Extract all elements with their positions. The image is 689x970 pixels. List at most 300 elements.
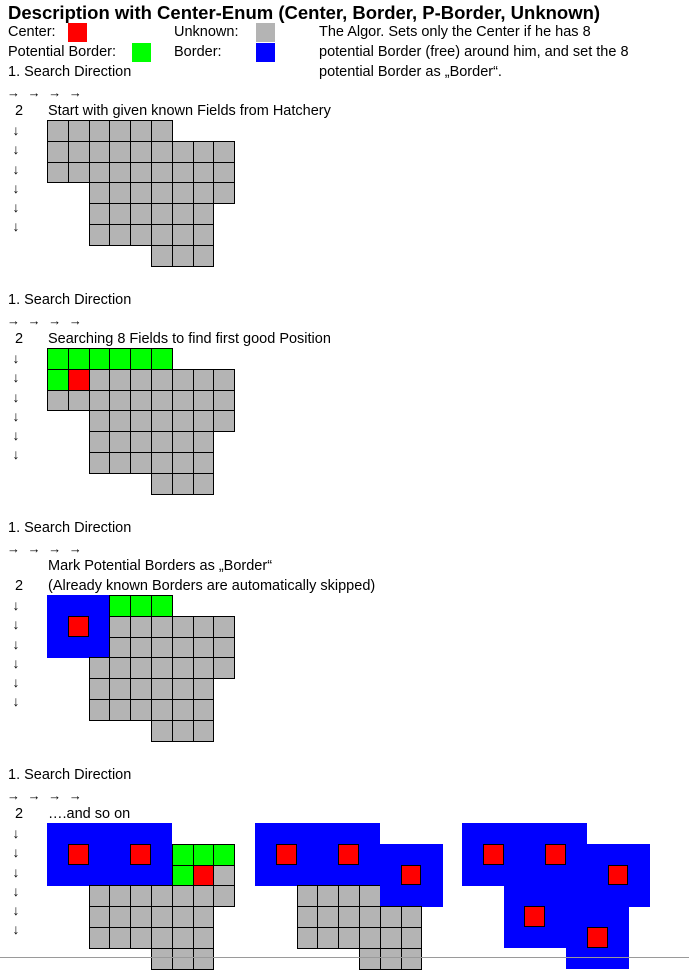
- unknown-cell: [130, 224, 152, 246]
- down-arrow-icon: ↓: [12, 674, 20, 691]
- center-marker: [338, 844, 359, 865]
- unknown-cell: [193, 369, 215, 391]
- step-caption: Searching 8 Fields to find first good Position: [48, 331, 331, 347]
- unknown-cell: [109, 927, 131, 949]
- unknown-cell: [109, 431, 131, 453]
- unknown-cell: [213, 390, 235, 412]
- unknown-cell: [89, 431, 111, 453]
- unknown-cell: [109, 182, 131, 204]
- border-cell: [504, 906, 525, 927]
- unknown-cell: [89, 885, 111, 907]
- potential-border-cell: [172, 844, 194, 866]
- unknown-cell: [193, 390, 215, 412]
- unknown-cell: [172, 906, 194, 928]
- unknown-cell: [68, 141, 90, 163]
- unknown-cell: [130, 657, 152, 679]
- potential-border-cell: [109, 595, 131, 617]
- border-cell: [359, 844, 380, 865]
- unknown-cell: [130, 637, 152, 659]
- down-arrow-icon: ↓: [12, 199, 20, 216]
- down-arrows: [10, 824, 22, 940]
- border-cell: [566, 948, 587, 969]
- unknown-cell: [172, 637, 194, 659]
- unknown-cell: [89, 906, 111, 928]
- border-cell: [608, 927, 629, 948]
- unknown-cell: [172, 473, 194, 495]
- unknown-cell: [213, 162, 235, 184]
- unknown-cell: [89, 182, 111, 204]
- unknown-cell: [338, 927, 360, 949]
- unknown-cell: [47, 390, 69, 412]
- border-cell: [524, 927, 545, 948]
- border-cell: [545, 927, 566, 948]
- unknown-cell: [151, 699, 173, 721]
- unknown-cell: [89, 410, 111, 432]
- unknown-cell: [213, 369, 235, 391]
- unknown-cell: [151, 473, 173, 495]
- unknown-cell: [193, 203, 215, 225]
- border-cell: [47, 865, 68, 886]
- potential-border-cell: [130, 348, 152, 370]
- potential-border-cell: [89, 348, 111, 370]
- unknown-cell: [151, 885, 173, 907]
- potential-border-cell: [47, 369, 69, 391]
- unknown-cell: [109, 369, 131, 391]
- unknown-cell: [172, 369, 194, 391]
- border-cell: [524, 844, 545, 865]
- down-arrow-icon: ↓: [12, 407, 20, 424]
- border-cell: [462, 844, 483, 865]
- step-caption: Start with given known Fields from Hatchery: [48, 103, 331, 119]
- unknown-cell: [151, 452, 173, 474]
- down-arrow-icon: ↓: [12, 179, 20, 196]
- unknown-cell: [193, 699, 215, 721]
- legend-note-line-2: potential Border (free) around him, and set the 8: [319, 44, 629, 60]
- border-cell: [359, 865, 380, 886]
- unknown-cell: [89, 203, 111, 225]
- border-cell: [545, 906, 566, 927]
- border-cell: [338, 823, 359, 844]
- border-cell: [276, 823, 297, 844]
- border-cell: [566, 844, 587, 865]
- border-cell: [130, 865, 151, 886]
- center-marker: [587, 927, 608, 948]
- border-cell: [255, 865, 276, 886]
- unknown-cell: [130, 927, 152, 949]
- unknown-cell: [130, 141, 152, 163]
- unknown-cell: [89, 678, 111, 700]
- border-cell: [109, 865, 130, 886]
- border-cell: [255, 844, 276, 865]
- border-cell: [545, 865, 566, 886]
- unknown-cell: [109, 699, 131, 721]
- border-cell: [608, 906, 629, 927]
- right-arrows: → → → →: [7, 788, 84, 803]
- unknown-cell: [109, 885, 131, 907]
- border-cell: [89, 823, 110, 844]
- border-cell: [462, 823, 483, 844]
- unknown-cell: [213, 182, 235, 204]
- down-arrow-icon: ↓: [12, 160, 20, 177]
- down-arrow-icon: ↓: [12, 902, 20, 919]
- border-cell: [462, 865, 483, 886]
- border-cell: [401, 844, 422, 865]
- border-cell: [89, 865, 110, 886]
- unknown-cell: [151, 182, 173, 204]
- border-cell: [545, 885, 566, 906]
- border-cell: [109, 844, 130, 865]
- legend-border-label: Border:: [174, 44, 222, 60]
- border-cell: [587, 885, 608, 906]
- border-cell: [317, 865, 338, 886]
- unknown-cell: [213, 141, 235, 163]
- unknown-cell: [172, 203, 194, 225]
- down-arrows: [10, 349, 22, 465]
- down-arrow-icon: ↓: [12, 825, 20, 841]
- down-arrow-icon: ↓: [12, 863, 20, 880]
- border-cell: [359, 823, 380, 844]
- potential-border-cell: [47, 348, 69, 370]
- unknown-cell: [193, 431, 215, 453]
- search-direction-label: 1. Search Direction: [8, 520, 132, 536]
- unknown-cell: [193, 141, 215, 163]
- down-arrow-icon: ↓: [12, 597, 20, 613]
- border-cell: [380, 885, 401, 906]
- unknown-cell: [172, 452, 194, 474]
- border-cell: [566, 823, 587, 844]
- center-marker: [68, 616, 89, 637]
- border-cell: [566, 927, 587, 948]
- unknown-swatch: [256, 23, 275, 42]
- unknown-cell: [109, 678, 131, 700]
- unknown-cell: [172, 141, 194, 163]
- border-cell: [504, 865, 525, 886]
- border-cell: [109, 823, 130, 844]
- unknown-cell: [317, 927, 339, 949]
- border-swatch: [256, 43, 275, 62]
- unknown-cell: [151, 720, 173, 742]
- search-direction-label: 1. Search Direction: [8, 64, 132, 80]
- border-cell: [297, 823, 318, 844]
- down-arrows: [10, 596, 22, 712]
- unknown-cell: [193, 473, 215, 495]
- search-direction-label: 1. Search Direction: [8, 292, 132, 308]
- border-cell: [130, 823, 151, 844]
- down-arrow-icon: ↓: [12, 369, 20, 386]
- legend-note-line-1: The Algor. Sets only the Center if he has 8: [319, 24, 591, 40]
- down-arrow-icon: ↓: [12, 446, 20, 463]
- unknown-cell: [172, 431, 194, 453]
- border-cell: [421, 865, 442, 886]
- border-cell: [504, 885, 525, 906]
- unknown-cell: [193, 927, 215, 949]
- unknown-cell: [130, 616, 152, 638]
- unknown-cell: [130, 906, 152, 928]
- unknown-cell: [213, 885, 235, 907]
- border-cell: [628, 844, 649, 865]
- border-cell: [68, 823, 89, 844]
- unknown-cell: [109, 410, 131, 432]
- border-cell: [380, 865, 401, 886]
- document-title: Description with Center-Enum (Center, Border, P-Border, Unknown): [8, 2, 601, 23]
- potential-border-swatch: [132, 43, 151, 62]
- border-cell: [566, 885, 587, 906]
- step-caption-note: (Already known Borders are automatically skipped): [48, 578, 376, 594]
- unknown-cell: [380, 906, 402, 928]
- potential-border-cell: [213, 844, 235, 866]
- unknown-cell: [47, 141, 69, 163]
- border-cell: [566, 906, 587, 927]
- unknown-cell: [213, 865, 235, 887]
- center-marker: [483, 844, 504, 865]
- potential-border-cell: [130, 595, 152, 617]
- center-marker: [524, 906, 545, 927]
- unknown-cell: [338, 885, 360, 907]
- down-arrow-icon: ↓: [12, 635, 20, 652]
- unknown-cell: [89, 162, 111, 184]
- unknown-cell: [193, 224, 215, 246]
- right-arrows: → → → →: [7, 85, 84, 100]
- down-arrow-icon: ↓: [12, 427, 20, 444]
- unknown-cell: [109, 616, 131, 638]
- legend-unknown-label: Unknown:: [174, 24, 239, 40]
- unknown-cell: [89, 657, 111, 679]
- border-cell: [587, 906, 608, 927]
- unknown-cell: [172, 657, 194, 679]
- unknown-cell: [172, 699, 194, 721]
- potential-border-cell: [68, 348, 90, 370]
- down-arrow-icon: ↓: [12, 693, 20, 710]
- unknown-cell: [193, 182, 215, 204]
- unknown-cell: [193, 885, 215, 907]
- unknown-cell: [109, 906, 131, 928]
- unknown-cell: [151, 369, 173, 391]
- border-cell: [483, 823, 504, 844]
- border-cell: [47, 823, 68, 844]
- border-cell: [317, 844, 338, 865]
- border-cell: [89, 637, 110, 658]
- center-swatch: [68, 23, 87, 42]
- unknown-cell: [151, 616, 173, 638]
- unknown-cell: [109, 162, 131, 184]
- unknown-cell: [401, 906, 423, 928]
- unknown-cell: [151, 927, 173, 949]
- border-cell: [68, 865, 89, 886]
- unknown-cell: [89, 369, 111, 391]
- unknown-cell: [151, 162, 173, 184]
- unknown-cell: [172, 410, 194, 432]
- down-arrow-icon: ↓: [12, 921, 20, 938]
- border-cell: [587, 865, 608, 886]
- border-cell: [151, 823, 172, 844]
- unknown-cell: [47, 120, 69, 142]
- border-cell: [421, 844, 442, 865]
- unknown-cell: [213, 637, 235, 659]
- unknown-cell: [380, 927, 402, 949]
- unknown-cell: [89, 927, 111, 949]
- step-caption: Mark Potential Borders as „Border“: [48, 558, 273, 574]
- center-cell: [68, 369, 90, 391]
- border-cell: [47, 637, 68, 658]
- center-marker: [68, 844, 89, 865]
- potential-border-cell: [151, 595, 173, 617]
- down-arrow-icon: ↓: [12, 616, 20, 633]
- legend-potential-border-label: Potential Border:: [8, 44, 117, 60]
- row-number: 2: [15, 806, 24, 822]
- down-arrow-icon: ↓: [12, 122, 20, 138]
- unknown-cell: [130, 678, 152, 700]
- border-cell: [297, 844, 318, 865]
- border-cell: [297, 865, 318, 886]
- unknown-cell: [109, 657, 131, 679]
- step-caption: ….and so on: [48, 806, 131, 822]
- unknown-cell: [151, 637, 173, 659]
- unknown-cell: [89, 120, 111, 142]
- unknown-cell: [297, 885, 319, 907]
- unknown-cell: [130, 203, 152, 225]
- unknown-cell: [193, 906, 215, 928]
- unknown-cell: [151, 203, 173, 225]
- border-cell: [504, 844, 525, 865]
- border-cell: [608, 885, 629, 906]
- unknown-cell: [172, 885, 194, 907]
- unknown-cell: [193, 245, 215, 267]
- unknown-cell: [317, 906, 339, 928]
- unknown-cell: [130, 431, 152, 453]
- unknown-cell: [68, 390, 90, 412]
- border-cell: [608, 948, 629, 969]
- unknown-cell: [151, 390, 173, 412]
- down-arrow-icon: ↓: [12, 844, 20, 861]
- unknown-cell: [172, 182, 194, 204]
- row-number: 2: [15, 331, 24, 347]
- border-cell: [628, 885, 649, 906]
- unknown-cell: [151, 224, 173, 246]
- potential-border-cell: [193, 844, 215, 866]
- down-arrow-icon: ↓: [12, 654, 20, 671]
- border-cell: [483, 865, 504, 886]
- unknown-cell: [109, 637, 131, 659]
- unknown-cell: [359, 927, 381, 949]
- center-cell: [193, 865, 215, 887]
- unknown-cell: [172, 245, 194, 267]
- unknown-cell: [109, 224, 131, 246]
- unknown-cell: [151, 678, 173, 700]
- down-arrows: [10, 121, 22, 237]
- border-cell: [421, 885, 442, 906]
- border-cell: [68, 637, 89, 658]
- center-marker: [276, 844, 297, 865]
- border-cell: [68, 595, 89, 616]
- unknown-cell: [172, 678, 194, 700]
- unknown-cell: [151, 431, 173, 453]
- border-cell: [628, 865, 649, 886]
- center-marker: [401, 865, 422, 886]
- unknown-cell: [151, 141, 173, 163]
- unknown-cell: [109, 203, 131, 225]
- down-arrow-icon: ↓: [12, 388, 20, 405]
- border-cell: [151, 844, 172, 865]
- unknown-cell: [89, 390, 111, 412]
- legend-note-line-3: potential Border as „Border“.: [319, 64, 502, 80]
- unknown-cell: [172, 616, 194, 638]
- border-cell: [317, 823, 338, 844]
- down-arrow-icon: ↓: [12, 350, 20, 366]
- row-number: 2: [15, 103, 24, 119]
- unknown-cell: [151, 657, 173, 679]
- unknown-cell: [359, 906, 381, 928]
- unknown-cell: [213, 410, 235, 432]
- down-arrow-icon: ↓: [12, 141, 20, 158]
- border-cell: [587, 844, 608, 865]
- right-arrows: → → → →: [7, 313, 84, 328]
- unknown-cell: [193, 452, 215, 474]
- unknown-cell: [172, 224, 194, 246]
- unknown-cell: [172, 390, 194, 412]
- border-cell: [504, 927, 525, 948]
- unknown-cell: [213, 616, 235, 638]
- unknown-cell: [130, 885, 152, 907]
- unknown-cell: [109, 390, 131, 412]
- unknown-cell: [68, 162, 90, 184]
- border-cell: [47, 616, 68, 637]
- border-cell: [608, 844, 629, 865]
- unknown-cell: [89, 699, 111, 721]
- unknown-cell: [193, 162, 215, 184]
- potential-border-cell: [172, 865, 194, 887]
- border-cell: [255, 823, 276, 844]
- center-marker: [608, 865, 629, 886]
- unknown-cell: [193, 616, 215, 638]
- unknown-cell: [130, 162, 152, 184]
- border-cell: [504, 823, 525, 844]
- legend-center-label: Center:: [8, 24, 56, 40]
- down-arrow-icon: ↓: [12, 882, 20, 899]
- border-cell: [47, 595, 68, 616]
- unknown-cell: [130, 182, 152, 204]
- unknown-cell: [151, 120, 173, 142]
- unknown-cell: [130, 369, 152, 391]
- unknown-cell: [193, 637, 215, 659]
- border-cell: [524, 865, 545, 886]
- unknown-cell: [109, 452, 131, 474]
- unknown-cell: [130, 452, 152, 474]
- center-marker: [130, 844, 151, 865]
- unknown-cell: [89, 224, 111, 246]
- unknown-cell: [130, 410, 152, 432]
- unknown-cell: [109, 120, 131, 142]
- unknown-cell: [213, 657, 235, 679]
- unknown-cell: [130, 120, 152, 142]
- unknown-cell: [151, 245, 173, 267]
- border-cell: [89, 844, 110, 865]
- unknown-cell: [193, 657, 215, 679]
- unknown-cell: [109, 141, 131, 163]
- border-cell: [566, 865, 587, 886]
- unknown-cell: [151, 906, 173, 928]
- unknown-cell: [297, 927, 319, 949]
- border-cell: [89, 616, 110, 637]
- border-cell: [380, 844, 401, 865]
- border-cell: [276, 865, 297, 886]
- unknown-cell: [151, 410, 173, 432]
- unknown-cell: [130, 699, 152, 721]
- row-number: 2: [15, 578, 24, 594]
- border-cell: [587, 948, 608, 969]
- unknown-cell: [68, 120, 90, 142]
- unknown-cell: [359, 885, 381, 907]
- border-cell: [524, 823, 545, 844]
